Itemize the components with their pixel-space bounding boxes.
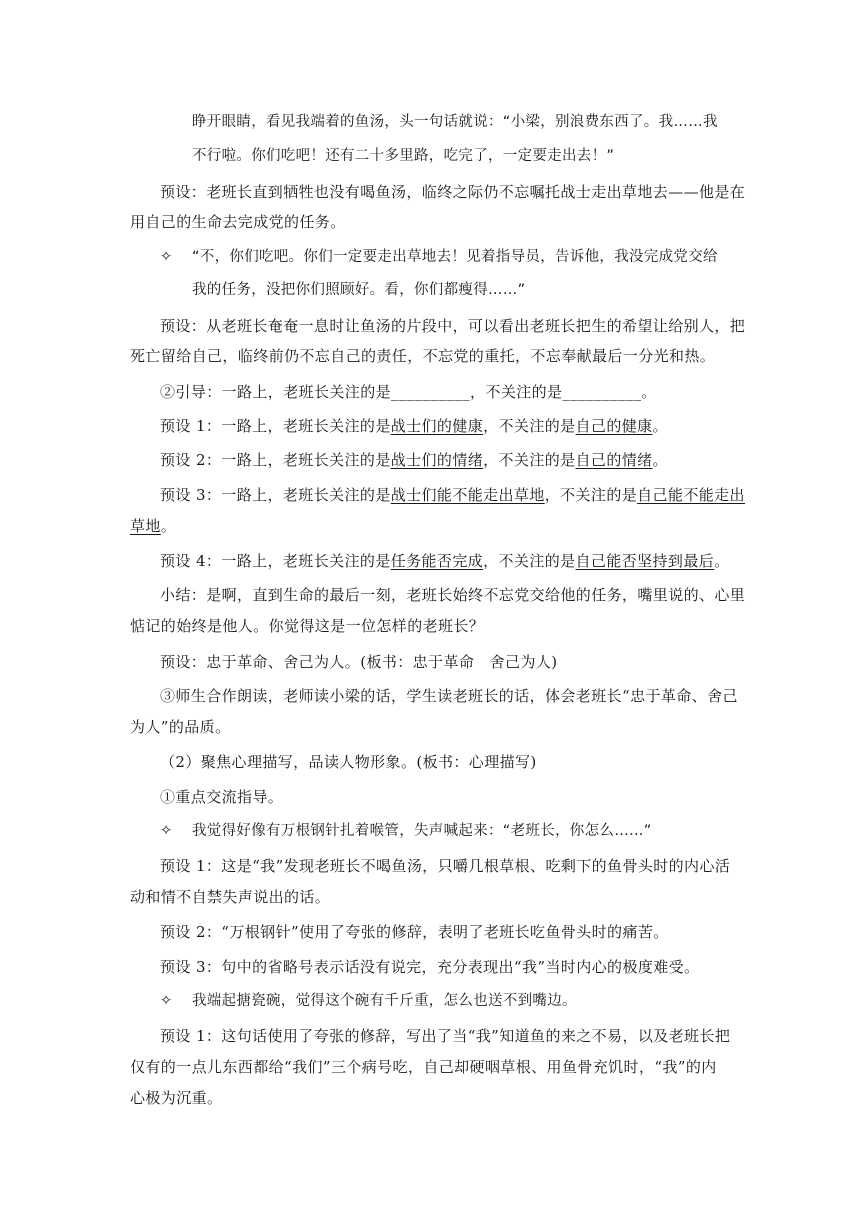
underlined-answer: 自己的情绪 — [575, 451, 653, 469]
paragraph-line: 死亡留给自己，临终前仍不忘自己的责任，不忘党的重托，不忘奉献最后一分光和热。 — [130, 347, 716, 365]
guide-line — [160, 382, 657, 402]
bullet-icon: ✧ — [160, 249, 173, 265]
paragraph-line: 预设：从老班长奄奄一息时让鱼汤的片段中，可以看出老班长把生的希望让给别人，把 — [160, 317, 746, 335]
text: 。 — [652, 451, 668, 469]
quote-line: 不行啦。你们吃吧！还有二十多里路，吃完了，一定要走出去！” — [192, 148, 615, 164]
underlined-answer: 草地 — [130, 517, 161, 535]
bullet-icon: ✧ — [160, 993, 173, 1009]
text: 。 — [714, 552, 730, 570]
quote-text: “不，你们吃吧。你们一定要走出草地去！见着指导员，告诉他，我没完成党交给 — [192, 249, 718, 265]
preset-line: 预设 3：句中的省略号表示话没有说完，充分表现出“我”当时内心的极度难受。 — [160, 958, 700, 976]
text: 。 — [641, 383, 657, 401]
paragraph-line: 预设：老班长直到牺牲也没有喝鱼汤，临终之际仍不忘嘱托战士走出草地去——他是在 — [160, 183, 746, 201]
preset-line-1 — [160, 416, 668, 436]
paragraph-line: 用自己的生命去完成党的任务。 — [130, 213, 346, 231]
quote-line — [160, 247, 718, 267]
preset-line: 仅有的一点儿东西都给“我们”三个病号吃，自己却硬咽草根、用鱼骨充饥时，“我”的内 — [130, 1058, 717, 1076]
quote-text: 我端起搪瓷碗，觉得这个碗有千斤重，怎么也送不到嘴边。 — [192, 993, 577, 1009]
section-heading: （2）聚焦心理描写，品读人物形象。(板书：心理描写) — [160, 753, 537, 771]
quote-line: 我的任务，没把你们照顾好。看，你们都瘦得……” — [192, 282, 526, 298]
underlined-answer: 战士们的情绪 — [390, 451, 484, 469]
underlined-answer: 自己的健康 — [575, 417, 653, 435]
preset-line: 预设 2：“万根钢针”使用了夸张的修辞，表明了老班长吃鱼骨头时的痛苦。 — [160, 923, 669, 941]
underlined-answer: 自己能不能走出 — [637, 486, 745, 504]
preset-line: 动和情不自禁失声说出的话。 — [130, 888, 331, 906]
text: ，不关注的是 — [544, 486, 638, 504]
quote-line — [160, 821, 652, 841]
preset-line: 预设 1：这是“我”发现老班长不喝鱼汤，只嚼几根草根、吃剩下的鱼骨头时的内心活 — [160, 857, 731, 875]
text: 预设 2：一路上，老班长关注的是 — [160, 451, 391, 469]
blank: __________ — [562, 383, 642, 401]
text: 预设 3：一路上，老班长关注的是 — [160, 486, 391, 504]
text: 预设 1：一路上，老班长关注的是 — [160, 417, 391, 435]
bullet-icon: ✧ — [160, 823, 173, 839]
underlined-answer: 战士们的健康 — [390, 417, 484, 435]
text: ，不关注的是 — [483, 451, 576, 469]
preset-line-3-cont — [130, 516, 176, 536]
paragraph-line: 为人”的品质。 — [130, 718, 231, 736]
summary-line: 惦记的始终是他人。你觉得这是一位怎样的老班长？ — [130, 617, 485, 635]
quote-line: 睁开眼睛，看见我端着的鱼汤，头一句话就说：“小梁，别浪费东西了。我……我 — [192, 114, 718, 130]
underlined-answer: 任务能否完成 — [390, 552, 484, 570]
quote-line — [160, 991, 577, 1011]
summary-line: 小结：是啊，直到生命的最后一刻，老班长始终不忘党交给他的任务，嘴里说的、心里 — [160, 586, 746, 604]
text: ②引导：一路上，老班长关注的是 — [160, 383, 392, 401]
preset-line: 心极为沉重。 — [130, 1089, 223, 1107]
preset-line-3 — [160, 485, 745, 505]
underlined-answer: 战士们能不能走出草地 — [390, 486, 545, 504]
blank: __________ — [391, 383, 471, 401]
quote-text: 我觉得好像有万根钢针扎着喉管，失声喊起来：“老班长，你怎么……” — [192, 823, 652, 839]
preset-line: 预设 1：这句话使用了夸张的修辞，写出了当“我”知道鱼的来之不易，以及老班长把 — [160, 1027, 731, 1045]
text: ，不关注的是 — [483, 552, 576, 570]
text: 。 — [652, 417, 668, 435]
paragraph-line: ③师生合作朗读，老师读小梁的话，学生读老班长的话，体会老班长“忠于革命、舍己 — [160, 687, 738, 705]
text: ，不关注的是 — [470, 383, 563, 401]
text: 。 — [160, 517, 177, 535]
preset-line: 预设：忠于革命、舍己为人。(板书：忠于革命 舍己为人) — [160, 653, 558, 671]
text: 预设 4：一路上，老班长关注的是 — [160, 552, 391, 570]
underlined-answer: 自己能否坚持到最后 — [575, 552, 715, 570]
preset-line-2 — [160, 450, 668, 470]
text: ，不关注的是 — [483, 417, 576, 435]
preset-line-4 — [160, 551, 730, 571]
subheading: ①重点交流指导。 — [160, 788, 284, 806]
